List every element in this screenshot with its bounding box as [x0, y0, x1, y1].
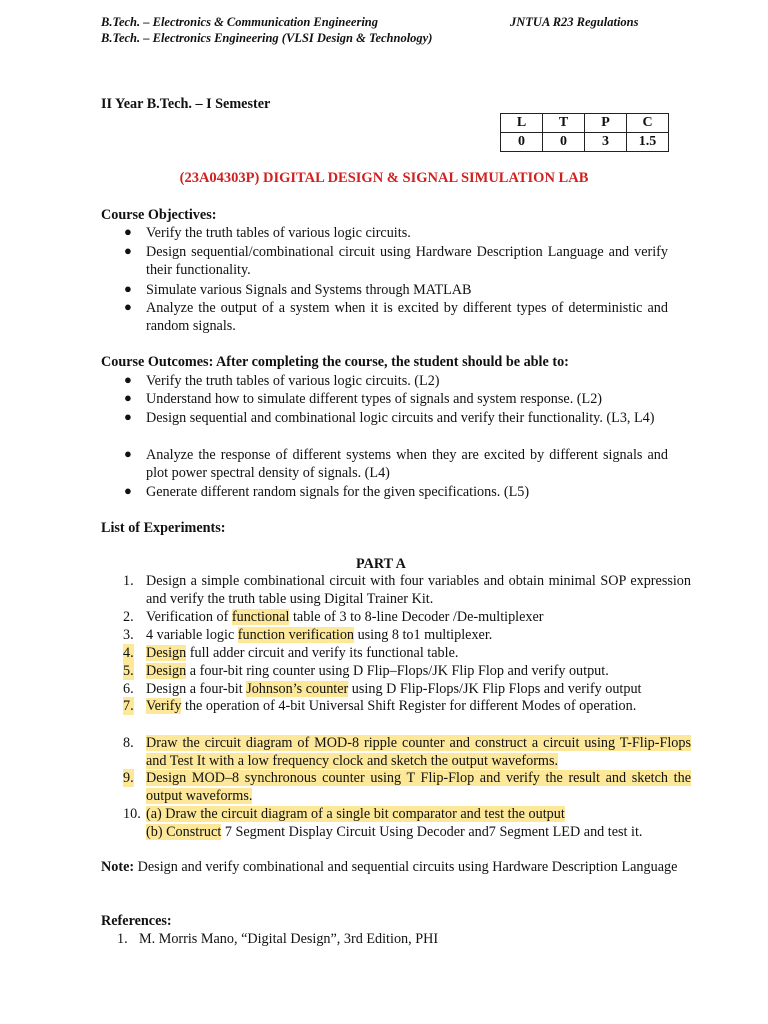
highlighted-text: Draw the circuit diagram of MOD-8 ripple counter and construct a circuit using T-Flip-Flops and Test It with a low frequency clock and sketch the output waveforms. [146, 735, 691, 769]
experiment-number: 2. [123, 609, 134, 625]
outcomes-heading: Course Outcomes: After completing the course, the student should be able to: [101, 354, 569, 370]
highlighted-text: Verify [146, 698, 182, 714]
bullet-icon: ● [124, 409, 132, 424]
ltpc-header-cell: P [585, 114, 627, 133]
ltpc-value-row [501, 133, 669, 152]
experiment-number: 9. [123, 770, 134, 786]
part-a-heading: PART A [356, 556, 406, 572]
objective-item: Verify the truth tables of various logic circuits. [146, 225, 411, 241]
ltpc-value-cell: 0 [543, 133, 585, 152]
experiment-item [146, 572, 691, 608]
reference-item: M. Morris Mano, “Digital Design”, 3rd Edition, PHI [139, 931, 439, 947]
experiment-text: table of 3 to 8-line Decoder /De-multiplexer [289, 609, 544, 625]
experiment-text: Design a simple combinational circuit with four variables and obtain minimal SOP expression and verify the truth table using Digital Trainer Kit. [146, 573, 691, 607]
experiment-item [146, 769, 691, 805]
experiment-number: 1. [123, 573, 134, 589]
experiment-number: 4. [123, 645, 134, 661]
experiment-number: 8. [123, 735, 134, 751]
experiment-text: a four-bit ring counter using D Flip–Flops/JK Flip Flop and verify output. [186, 663, 609, 679]
highlighted-text: Design [146, 663, 187, 679]
course-title-text: (23A04303P) DIGITAL DESIGN & SIGNAL SIMULATION LAB [179, 170, 589, 186]
experiment-item [146, 662, 691, 680]
ltpc-value-cell: 0 [501, 133, 543, 152]
highlighted-text: (a) Draw the circuit diagram of a single bit comparator and test the output [146, 806, 565, 822]
experiment-item [146, 734, 691, 770]
experiment-text: Design a four-bit [146, 681, 247, 697]
objectives-heading: Course Objectives: [101, 207, 217, 223]
objective-item: Analyze the output of a system when it is excited by different types of deterministic and random signals. [146, 300, 668, 334]
highlighted-text: Johnson’s counter [246, 681, 349, 697]
course-title [0, 170, 768, 187]
note-paragraph [101, 858, 691, 876]
highlighted-text: Design MOD–8 synchronous counter using T Flip-Flop and verify the result and sketch the output waveforms. [146, 770, 691, 804]
outcome-item: Analyze the response of different systems when they are excited by different signals and plot power spectral density of signals. (L4) [146, 447, 668, 481]
outcome-item: Generate different random signals for the given specifications. (L5) [146, 484, 530, 500]
bullet-icon: ● [124, 372, 132, 387]
bullet-icon: ● [124, 483, 132, 498]
highlighted-text: functional [231, 609, 290, 625]
experiment-number: 5. [123, 663, 134, 679]
outcome-item: Design sequential and combinational logic circuits and verify their functionality. (L3, L4) [146, 410, 655, 426]
experiment-text: 7 Segment Display Circuit Using Decoder and7 Segment LED and test it. [221, 824, 643, 840]
experiment-item [146, 608, 691, 626]
experiment-item [146, 697, 691, 715]
outcome-item: Understand how to simulate different types of signals and system response. (L2) [146, 391, 603, 407]
note-text: Design and verify combinational and sequential circuits using Hardware Description Language [134, 859, 678, 875]
ltpc-header-cell: L [501, 114, 543, 133]
ltpc-value-cell: 3 [585, 133, 627, 152]
references-heading: References: [101, 913, 172, 929]
note-label: Note: [101, 859, 135, 875]
bullet-icon: ● [124, 281, 132, 296]
ltpc-table [500, 113, 669, 152]
objective-item: Simulate various Signals and Systems through MATLAB [146, 282, 472, 298]
bullet-icon: ● [124, 243, 132, 258]
experiment-text: using 8 to1 multiplexer. [354, 627, 493, 643]
experiment-text: full adder circuit and verify its functional table. [186, 645, 459, 661]
outcome-item: Verify the truth tables of various logic circuits. (L2) [146, 373, 440, 389]
experiment-text: the operation of 4-bit Universal Shift Register for different Modes of operation. [181, 698, 637, 714]
experiment-number: 3. [123, 627, 134, 643]
experiment-number: 10. [123, 806, 141, 822]
experiment-item-10b [146, 823, 691, 841]
experiment-number: 7. [123, 698, 134, 714]
ltpc-header-cell: T [543, 114, 585, 133]
experiments-heading: List of Experiments: [101, 520, 226, 536]
header-program-vlsi: B.Tech. – Electronics Engineering (VLSI Design & Technology) [101, 31, 433, 45]
objective-item: Design sequential/combinational circuit using Hardware Description Language and verify their functionality. [146, 244, 668, 278]
experiment-item [146, 680, 691, 698]
experiment-number: 6. [123, 681, 134, 697]
bullet-icon: ● [124, 390, 132, 405]
semester-heading: II Year B.Tech. – I Semester [101, 96, 271, 112]
header-program-ece: B.Tech. – Electronics & Communication Engineering [101, 15, 379, 29]
ltpc-header-cell: C [627, 114, 669, 133]
highlighted-text: (b) Construct [146, 824, 222, 840]
header-regulation: JNTUA R23 Regulations [510, 15, 639, 29]
highlighted-text: Design [146, 645, 187, 661]
ltpc-value-cell: 1.5 [627, 133, 669, 152]
experiment-item [146, 805, 691, 823]
bullet-icon: ● [124, 299, 132, 314]
experiment-text: using D Flip-Flops/JK Flip Flops and verify output [348, 681, 642, 697]
bullet-icon: ● [124, 446, 132, 461]
experiment-text: Verification of [146, 609, 232, 625]
experiment-text: 4 variable logic [146, 627, 238, 643]
ltpc-header-row [501, 114, 669, 133]
highlighted-text: function verification [237, 627, 355, 643]
experiment-item [146, 644, 691, 662]
reference-number: 1. [117, 931, 128, 947]
bullet-icon: ● [124, 224, 132, 239]
experiment-item [146, 626, 691, 644]
